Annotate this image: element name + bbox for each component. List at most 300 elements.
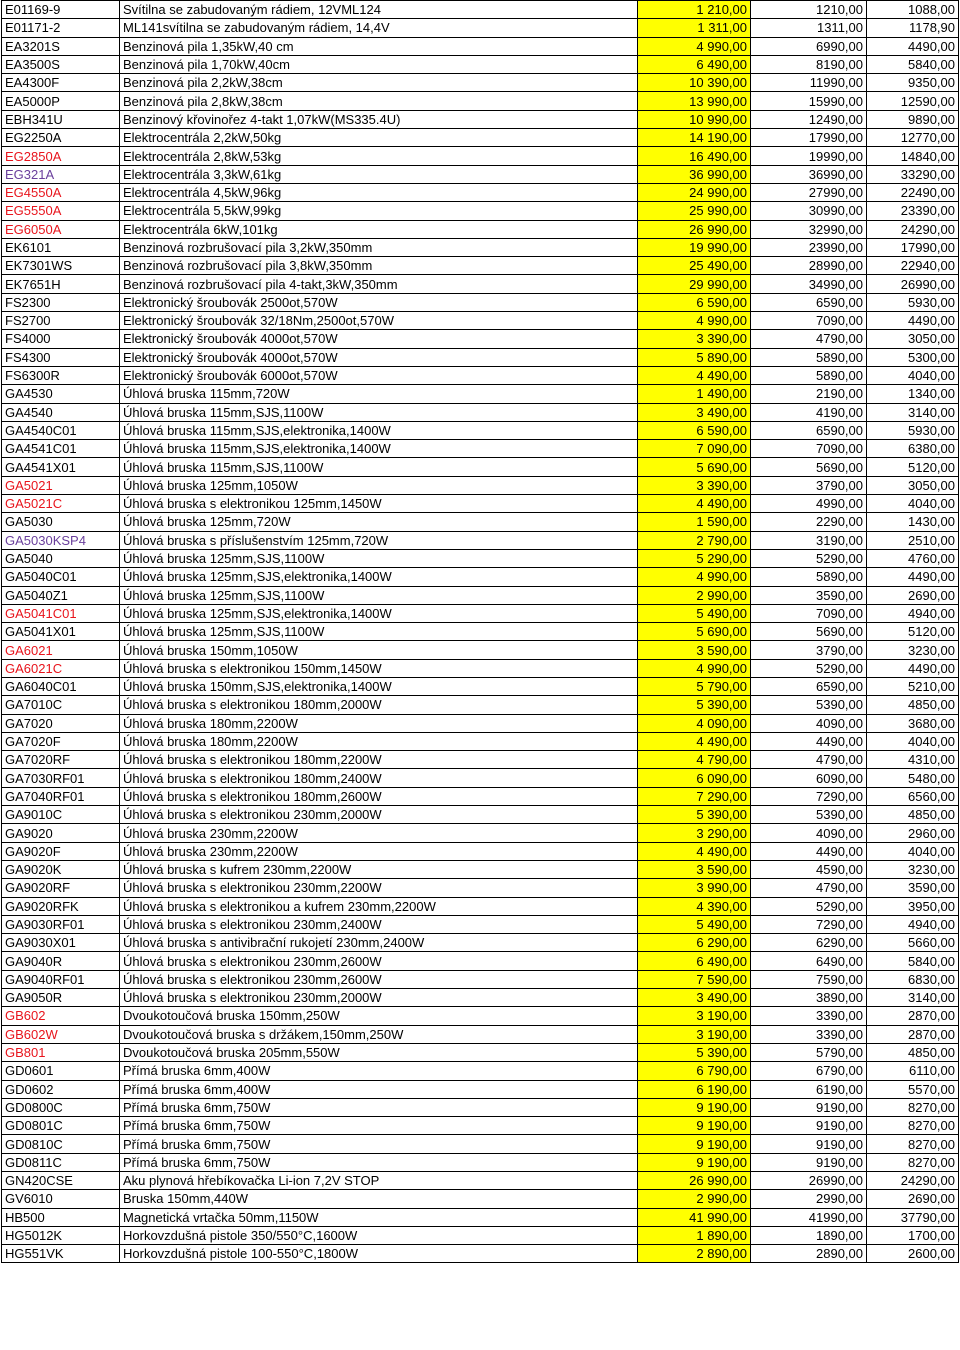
product-name: Benzinová rozbrušovací pila 3,2kW,350mm: [120, 238, 638, 256]
price-tertiary: 22490,00: [867, 183, 959, 201]
price-tertiary: 24290,00: [867, 220, 959, 238]
price-tertiary: 2510,00: [867, 531, 959, 549]
price-secondary: 6190,00: [751, 1080, 867, 1098]
product-code: GA9020K: [2, 860, 120, 878]
price-tertiary: 4850,00: [867, 1043, 959, 1061]
price-secondary: 4790,00: [751, 751, 867, 769]
price-secondary: 9190,00: [751, 1117, 867, 1135]
product-code: GA4540: [2, 403, 120, 421]
table-row: [2, 860, 959, 878]
price-tertiary: 3680,00: [867, 714, 959, 732]
price-tertiary: 3230,00: [867, 860, 959, 878]
product-name: Benzinová pila 2,2kW,38cm: [120, 74, 638, 92]
product-name: Úhlová bruska s elektronikou 230mm,2000W: [120, 989, 638, 1007]
price-highlighted: 3 490,00: [638, 989, 751, 1007]
price-highlighted: 3 190,00: [638, 1007, 751, 1025]
product-name: Úhlová bruska 115mm,SJS,elektronika,1400W: [120, 421, 638, 439]
product-code: GA4530: [2, 385, 120, 403]
price-secondary: 32990,00: [751, 220, 867, 238]
price-highlighted: 16 490,00: [638, 147, 751, 165]
price-highlighted: 1 590,00: [638, 513, 751, 531]
price-tertiary: 26990,00: [867, 275, 959, 293]
product-name: Úhlová bruska s elektronikou 150mm,1450W: [120, 659, 638, 677]
product-name: Úhlová bruska s příslušenstvím 125mm,720W: [120, 531, 638, 549]
product-code: GA5041X01: [2, 623, 120, 641]
price-tertiary: 2870,00: [867, 1007, 959, 1025]
table-row: [2, 238, 959, 256]
table-row: [2, 183, 959, 201]
product-name: Benzinová pila 2,8kW,38cm: [120, 92, 638, 110]
product-code: GA7010C: [2, 696, 120, 714]
price-tertiary: 5840,00: [867, 952, 959, 970]
product-name: Úhlová bruska 125mm,720W: [120, 513, 638, 531]
product-name: Benzinová pila 1,35kW,40 cm: [120, 37, 638, 55]
price-tertiary: 4490,00: [867, 312, 959, 330]
table-row: [2, 1, 959, 19]
table-row: [2, 1172, 959, 1190]
product-name: Aku plynová hřebíkovačka Li-ion 7,2V STOP: [120, 1172, 638, 1190]
product-name: Elektrocentrála 3,3kW,61kg: [120, 165, 638, 183]
price-tertiary: 37790,00: [867, 1208, 959, 1226]
price-highlighted: 3 990,00: [638, 879, 751, 897]
table-row: [2, 458, 959, 476]
product-name: Elektronický šroubovák 6000ot,570W: [120, 366, 638, 384]
price-tertiary: 8270,00: [867, 1135, 959, 1153]
product-code: GA5030: [2, 513, 120, 531]
product-name: Úhlová bruska 230mm,2200W: [120, 842, 638, 860]
table-row: [2, 348, 959, 366]
product-name: Elektrocentrála 6kW,101kg: [120, 220, 638, 238]
price-highlighted: 4 990,00: [638, 568, 751, 586]
price-tertiary: 9890,00: [867, 110, 959, 128]
product-name: Úhlová bruska s elektronikou 180mm,2600W: [120, 787, 638, 805]
product-name: Úhlová bruska s elektronikou 180mm,2400W: [120, 769, 638, 787]
price-tertiary: 2600,00: [867, 1245, 959, 1263]
product-code: GD0602: [2, 1080, 120, 1098]
product-code: GA5021: [2, 476, 120, 494]
price-secondary: 3190,00: [751, 531, 867, 549]
price-secondary: 7090,00: [751, 312, 867, 330]
price-highlighted: 3 390,00: [638, 330, 751, 348]
table-row: [2, 787, 959, 805]
price-secondary: 15990,00: [751, 92, 867, 110]
price-secondary: 3790,00: [751, 476, 867, 494]
price-secondary: 5890,00: [751, 568, 867, 586]
price-tertiary: 4490,00: [867, 659, 959, 677]
price-highlighted: 3 490,00: [638, 403, 751, 421]
price-secondary: 3390,00: [751, 1007, 867, 1025]
price-highlighted: 7 290,00: [638, 787, 751, 805]
price-tertiary: 1700,00: [867, 1226, 959, 1244]
price-tertiary: 6560,00: [867, 787, 959, 805]
table-row: [2, 623, 959, 641]
product-code: GD0800C: [2, 1098, 120, 1116]
price-tertiary: 4760,00: [867, 549, 959, 567]
table-row: [2, 531, 959, 549]
price-highlighted: 5 390,00: [638, 1043, 751, 1061]
product-name: Úhlová bruska 230mm,2200W: [120, 824, 638, 842]
product-name: Úhlová bruska 150mm,SJS,elektronika,1400W: [120, 677, 638, 695]
table-row: [2, 879, 959, 897]
product-name: Svítilna se zabudovaným rádiem, 12VML124: [120, 1, 638, 19]
price-highlighted: 1 311,00: [638, 19, 751, 37]
price-tertiary: 2960,00: [867, 824, 959, 842]
price-highlighted: 6 590,00: [638, 293, 751, 311]
product-code: EG4550A: [2, 183, 120, 201]
product-name: Úhlová bruska s elektronikou 230mm,2000W: [120, 806, 638, 824]
price-secondary: 3890,00: [751, 989, 867, 1007]
price-highlighted: 4 490,00: [638, 842, 751, 860]
product-name: Přímá bruska 6mm,750W: [120, 1117, 638, 1135]
product-code: FS4300: [2, 348, 120, 366]
price-secondary: 36990,00: [751, 165, 867, 183]
price-highlighted: 2 790,00: [638, 531, 751, 549]
product-code: GA5040C01: [2, 568, 120, 586]
price-secondary: 6590,00: [751, 293, 867, 311]
price-tertiary: 4040,00: [867, 842, 959, 860]
price-secondary: 2990,00: [751, 1190, 867, 1208]
product-code: GA6021: [2, 641, 120, 659]
table-row: [2, 897, 959, 915]
product-code: GA5040: [2, 549, 120, 567]
table-row: [2, 1153, 959, 1171]
price-highlighted: 5 890,00: [638, 348, 751, 366]
product-code: GA4541X01: [2, 458, 120, 476]
product-code: HG5012K: [2, 1226, 120, 1244]
product-name: Elektronický šroubovák 2500ot,570W: [120, 293, 638, 311]
price-tertiary: 1430,00: [867, 513, 959, 531]
price-highlighted: 29 990,00: [638, 275, 751, 293]
price-secondary: 19990,00: [751, 147, 867, 165]
table-row: [2, 915, 959, 933]
price-secondary: 5290,00: [751, 897, 867, 915]
table-row: [2, 421, 959, 439]
product-name: Elektronický šroubovák 4000ot,570W: [120, 348, 638, 366]
price-secondary: 1311,00: [751, 19, 867, 37]
price-tertiary: 5120,00: [867, 623, 959, 641]
table-row: [2, 824, 959, 842]
product-code: GN420CSE: [2, 1172, 120, 1190]
table-row: [2, 495, 959, 513]
product-code: GD0601: [2, 1062, 120, 1080]
table-row: [2, 970, 959, 988]
price-highlighted: 6 590,00: [638, 421, 751, 439]
product-name: Úhlová bruska 180mm,2200W: [120, 714, 638, 732]
price-secondary: 5290,00: [751, 549, 867, 567]
product-code: GB801: [2, 1043, 120, 1061]
price-tertiary: 4490,00: [867, 568, 959, 586]
price-secondary: 28990,00: [751, 257, 867, 275]
product-code: GA9050R: [2, 989, 120, 1007]
table-row: [2, 1135, 959, 1153]
price-highlighted: 6 190,00: [638, 1080, 751, 1098]
price-secondary: 27990,00: [751, 183, 867, 201]
table-row: [2, 257, 959, 275]
price-highlighted: 3 390,00: [638, 476, 751, 494]
product-name: Úhlová bruska 125mm,SJS,1100W: [120, 623, 638, 641]
product-name: Elektrocentrála 5,5kW,99kg: [120, 202, 638, 220]
price-tertiary: 3140,00: [867, 403, 959, 421]
price-highlighted: 41 990,00: [638, 1208, 751, 1226]
price-tertiary: 6830,00: [867, 970, 959, 988]
product-code: FS4000: [2, 330, 120, 348]
table-row: [2, 1226, 959, 1244]
price-secondary: 2890,00: [751, 1245, 867, 1263]
product-code: GA9030X01: [2, 934, 120, 952]
product-name: Úhlová bruska s elektronikou 180mm,2200W: [120, 751, 638, 769]
table-row: [2, 659, 959, 677]
table-row: [2, 220, 959, 238]
price-tertiary: 5570,00: [867, 1080, 959, 1098]
price-tertiary: 4310,00: [867, 751, 959, 769]
product-name: Benzinová rozbrušovací pila 4-takt,3kW,350mm: [120, 275, 638, 293]
price-highlighted: 6 490,00: [638, 55, 751, 73]
price-secondary: 1890,00: [751, 1226, 867, 1244]
table-row: [2, 934, 959, 952]
product-name: Benzinová pila 1,70kW,40cm: [120, 55, 638, 73]
product-code: GD0810C: [2, 1135, 120, 1153]
product-name: Úhlová bruska 125mm,SJS,1100W: [120, 549, 638, 567]
product-name: Přímá bruska 6mm,750W: [120, 1153, 638, 1171]
product-code: FS2700: [2, 312, 120, 330]
price-highlighted: 24 990,00: [638, 183, 751, 201]
product-code: GA9020F: [2, 842, 120, 860]
product-name: Úhlová bruska 115mm,720W: [120, 385, 638, 403]
price-tertiary: 6110,00: [867, 1062, 959, 1080]
table-row: [2, 549, 959, 567]
product-code: EK7301WS: [2, 257, 120, 275]
product-name: Úhlová bruska 125mm,SJS,elektronika,1400W: [120, 568, 638, 586]
product-code: GA5021C: [2, 495, 120, 513]
product-name: Dvoukotoučová bruska 205mm,550W: [120, 1043, 638, 1061]
price-tertiary: 24290,00: [867, 1172, 959, 1190]
product-name: Úhlová bruska 125mm,1050W: [120, 476, 638, 494]
product-code: GA9020RF: [2, 879, 120, 897]
table-row: [2, 202, 959, 220]
price-secondary: 12490,00: [751, 110, 867, 128]
price-tertiary: 4040,00: [867, 366, 959, 384]
price-highlighted: 6 290,00: [638, 934, 751, 952]
product-code: GA7020RF: [2, 751, 120, 769]
price-tertiary: 12770,00: [867, 129, 959, 147]
price-secondary: 6290,00: [751, 934, 867, 952]
product-name: Horkovzdušná pistole 100-550°C,1800W: [120, 1245, 638, 1263]
table-row: [2, 1080, 959, 1098]
product-code: EG321A: [2, 165, 120, 183]
table-row: [2, 769, 959, 787]
price-tertiary: 14840,00: [867, 147, 959, 165]
table-row: [2, 385, 959, 403]
price-highlighted: 5 490,00: [638, 604, 751, 622]
table-row: [2, 55, 959, 73]
table-row: [2, 129, 959, 147]
price-tertiary: 4490,00: [867, 37, 959, 55]
price-highlighted: 2 990,00: [638, 1190, 751, 1208]
product-code: GA7020F: [2, 732, 120, 750]
price-highlighted: 36 990,00: [638, 165, 751, 183]
product-name: Úhlová bruska 115mm,SJS,1100W: [120, 458, 638, 476]
table-row: [2, 1007, 959, 1025]
product-code: EA3500S: [2, 55, 120, 73]
price-highlighted: 5 290,00: [638, 549, 751, 567]
product-name: Přímá bruska 6mm,750W: [120, 1098, 638, 1116]
table-row: [2, 604, 959, 622]
table-row: [2, 586, 959, 604]
price-highlighted: 3 590,00: [638, 860, 751, 878]
price-tertiary: 5930,00: [867, 293, 959, 311]
price-tertiary: 4850,00: [867, 806, 959, 824]
price-tertiary: 1340,00: [867, 385, 959, 403]
product-code: HG551VK: [2, 1245, 120, 1263]
price-highlighted: 4 490,00: [638, 366, 751, 384]
price-highlighted: 2 990,00: [638, 586, 751, 604]
price-list-table: [1, 0, 959, 1263]
price-secondary: 9190,00: [751, 1135, 867, 1153]
price-secondary: 5390,00: [751, 806, 867, 824]
price-tertiary: 3230,00: [867, 641, 959, 659]
product-name: Přímá bruska 6mm,400W: [120, 1062, 638, 1080]
price-secondary: 4190,00: [751, 403, 867, 421]
price-highlighted: 4 990,00: [638, 659, 751, 677]
product-code: GA9020: [2, 824, 120, 842]
table-row: [2, 293, 959, 311]
product-name: Úhlová bruska 180mm,2200W: [120, 732, 638, 750]
price-tertiary: 8270,00: [867, 1117, 959, 1135]
price-highlighted: 13 990,00: [638, 92, 751, 110]
product-code: FS6300R: [2, 366, 120, 384]
product-code: E01171-2: [2, 19, 120, 37]
product-code: GA9020RFK: [2, 897, 120, 915]
price-highlighted: 5 490,00: [638, 915, 751, 933]
product-code: GA5030KSP4: [2, 531, 120, 549]
price-highlighted: 4 490,00: [638, 732, 751, 750]
product-name: Úhlová bruska s antivibrační rukojetí 230mm,2400W: [120, 934, 638, 952]
price-tertiary: 4940,00: [867, 915, 959, 933]
table-row: [2, 275, 959, 293]
price-highlighted: 9 190,00: [638, 1135, 751, 1153]
price-secondary: 7090,00: [751, 604, 867, 622]
table-row: [2, 714, 959, 732]
price-tertiary: 3050,00: [867, 476, 959, 494]
price-highlighted: 5 390,00: [638, 806, 751, 824]
table-row: [2, 751, 959, 769]
price-highlighted: 1 890,00: [638, 1226, 751, 1244]
product-name: Úhlová bruska s elektronikou 230mm,2600W: [120, 952, 638, 970]
product-code: EA4300F: [2, 74, 120, 92]
product-name: Přímá bruska 6mm,400W: [120, 1080, 638, 1098]
product-name: Elektronický šroubovák 32/18Nm,2500ot,570W: [120, 312, 638, 330]
product-code: GB602W: [2, 1025, 120, 1043]
price-secondary: 6790,00: [751, 1062, 867, 1080]
price-secondary: 4990,00: [751, 495, 867, 513]
price-highlighted: 4 090,00: [638, 714, 751, 732]
product-code: GA5040Z1: [2, 586, 120, 604]
price-tertiary: 5120,00: [867, 458, 959, 476]
product-code: EG2850A: [2, 147, 120, 165]
price-tertiary: 6380,00: [867, 440, 959, 458]
price-tertiary: 5660,00: [867, 934, 959, 952]
price-tertiary: 1178,90: [867, 19, 959, 37]
product-name: Úhlová bruska s elektronikou a kufrem 230mm,2200W: [120, 897, 638, 915]
table-row: [2, 732, 959, 750]
price-secondary: 8190,00: [751, 55, 867, 73]
table-row: [2, 403, 959, 421]
product-code: GB602: [2, 1007, 120, 1025]
product-name: Úhlová bruska s elektronikou 230mm,2400W: [120, 915, 638, 933]
price-tertiary: 4940,00: [867, 604, 959, 622]
price-tertiary: 4040,00: [867, 732, 959, 750]
price-tertiary: 17990,00: [867, 238, 959, 256]
table-row: [2, 366, 959, 384]
product-code: GA5041C01: [2, 604, 120, 622]
price-secondary: 23990,00: [751, 238, 867, 256]
product-name: Úhlová bruska s elektronikou 230mm,2200W: [120, 879, 638, 897]
product-code: GA7040RF01: [2, 787, 120, 805]
table-row: [2, 74, 959, 92]
product-code: GD0811C: [2, 1153, 120, 1171]
price-secondary: 4490,00: [751, 842, 867, 860]
table-row: [2, 330, 959, 348]
price-highlighted: 9 190,00: [638, 1117, 751, 1135]
price-highlighted: 5 690,00: [638, 458, 751, 476]
table-row: [2, 1043, 959, 1061]
table-row: [2, 641, 959, 659]
product-name: Úhlová bruska 125mm,SJS,1100W: [120, 586, 638, 604]
product-code: GA9010C: [2, 806, 120, 824]
price-secondary: 3390,00: [751, 1025, 867, 1043]
price-secondary: 7590,00: [751, 970, 867, 988]
product-name: Elektrocentrála 2,8kW,53kg: [120, 147, 638, 165]
price-tertiary: 1088,00: [867, 1, 959, 19]
price-secondary: 34990,00: [751, 275, 867, 293]
price-tertiary: 8270,00: [867, 1153, 959, 1171]
product-name: Úhlová bruska 125mm,SJS,elektronika,1400W: [120, 604, 638, 622]
price-secondary: 5890,00: [751, 348, 867, 366]
price-highlighted: 1 490,00: [638, 385, 751, 403]
price-tertiary: 3050,00: [867, 330, 959, 348]
product-name: Dvoukotoučová bruska 150mm,250W: [120, 1007, 638, 1025]
price-secondary: 4490,00: [751, 732, 867, 750]
price-secondary: 5690,00: [751, 623, 867, 641]
table-row: [2, 989, 959, 1007]
price-highlighted: 26 990,00: [638, 1172, 751, 1190]
price-tertiary: 4040,00: [867, 495, 959, 513]
price-secondary: 1210,00: [751, 1, 867, 19]
price-highlighted: 10 390,00: [638, 74, 751, 92]
product-code: GA9040R: [2, 952, 120, 970]
price-highlighted: 25 490,00: [638, 257, 751, 275]
price-secondary: 2290,00: [751, 513, 867, 531]
price-list-body: [2, 1, 959, 1263]
product-code: GA4540C01: [2, 421, 120, 439]
product-code: EA3201S: [2, 37, 120, 55]
price-secondary: 4090,00: [751, 714, 867, 732]
price-tertiary: 12590,00: [867, 92, 959, 110]
price-highlighted: 3 590,00: [638, 641, 751, 659]
price-tertiary: 3950,00: [867, 897, 959, 915]
price-highlighted: 3 190,00: [638, 1025, 751, 1043]
table-row: [2, 952, 959, 970]
product-code: EK6101: [2, 238, 120, 256]
product-name: Elektrocentrála 2,2kW,50kg: [120, 129, 638, 147]
table-row: [2, 696, 959, 714]
price-tertiary: 2690,00: [867, 586, 959, 604]
price-secondary: 4090,00: [751, 824, 867, 842]
product-name: Úhlová bruska s elektronikou 180mm,2000W: [120, 696, 638, 714]
price-highlighted: 4 790,00: [638, 751, 751, 769]
price-highlighted: 4 490,00: [638, 495, 751, 513]
product-name: Dvoukotoučová bruska s držákem,150mm,250W: [120, 1025, 638, 1043]
